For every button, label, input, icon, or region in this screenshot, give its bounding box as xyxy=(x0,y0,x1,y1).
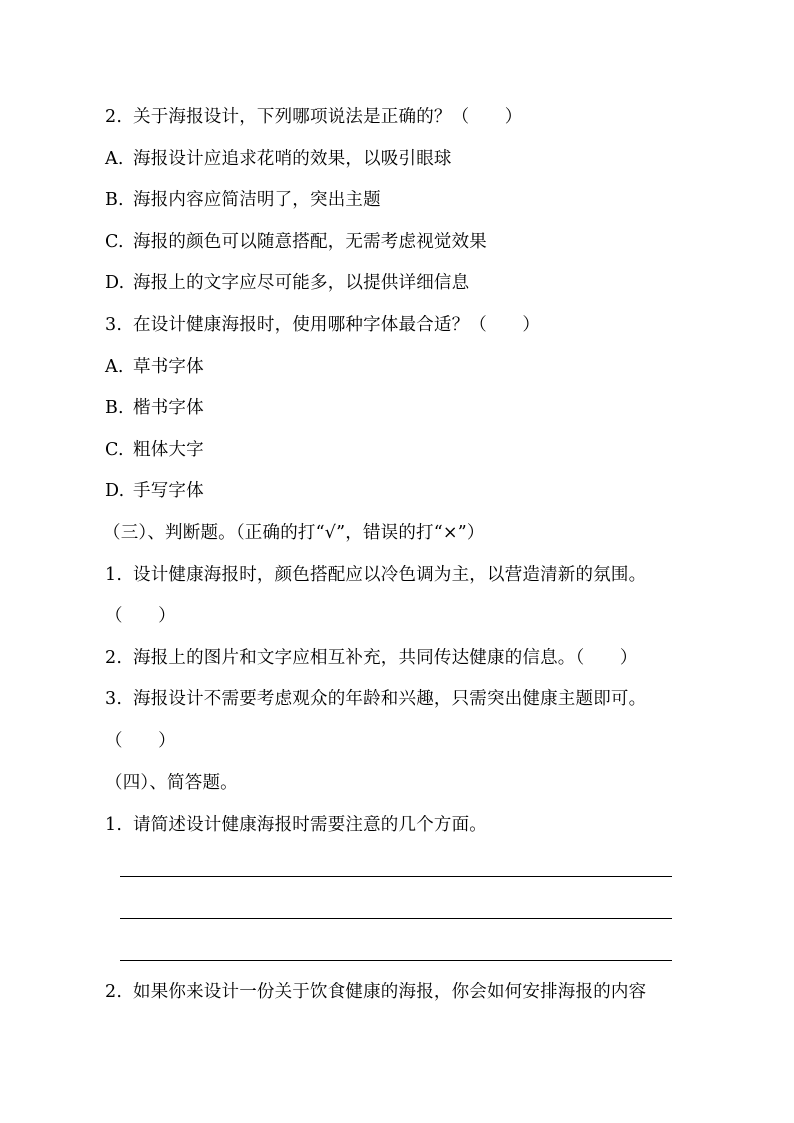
option-text: 楷书字体 xyxy=(133,398,204,418)
option-label: D. xyxy=(105,481,125,501)
option-label: B. xyxy=(105,190,124,210)
judgment-item-1-bracket: （ ） xyxy=(105,606,176,626)
option-label: A. xyxy=(105,357,124,377)
item-number: 1. xyxy=(105,815,123,835)
question-text: 在设计健康海报时，使用哪种字体最合适？（ ） xyxy=(133,315,541,335)
section-judgment-title: （三）、判断题。（正确的打“√”，错误的打“×”） xyxy=(103,523,485,543)
section-short-title: （四）、简答题。 xyxy=(105,773,238,793)
question-3-option-d xyxy=(105,479,684,503)
item-number: 1. xyxy=(105,565,123,585)
question-3-stem xyxy=(105,313,684,337)
question-2-option-c xyxy=(105,230,684,254)
option-text: 海报内容应简洁明了，突出主题 xyxy=(133,190,381,210)
option-label: B. xyxy=(105,398,124,418)
option-text: 手写字体 xyxy=(133,481,204,501)
item-text: 如果你来设计一份关于饮食健康的海报，你会如何安排海报的内容 xyxy=(133,982,647,1002)
question-number: 3. xyxy=(105,315,123,335)
option-label: C. xyxy=(105,440,124,460)
answer-line[interactable] xyxy=(120,918,672,919)
question-2-option-a xyxy=(105,147,684,171)
judgment-item-1 xyxy=(105,563,684,587)
option-label: C. xyxy=(105,232,124,252)
judgment-item-3 xyxy=(105,687,684,711)
item-number: 3. xyxy=(105,689,123,709)
option-text: 海报的颜色可以随意搭配，无需考虑视觉效果 xyxy=(133,232,487,252)
item-text: 海报上的图片和文字应相互补充，共同传达健康的信息。（ ） xyxy=(133,648,638,668)
option-text: 海报设计应追求花哨的效果，以吸引眼球 xyxy=(133,149,452,169)
item-text: 海报设计不需要考虑观众的年龄和兴趣，只需突出健康主题即可。 xyxy=(133,689,647,709)
question-number: 2. xyxy=(105,107,123,127)
item-number: 2. xyxy=(105,648,123,668)
answer-line[interactable] xyxy=(120,876,672,877)
question-3-option-c xyxy=(105,438,684,462)
item-number: 2. xyxy=(105,982,123,1002)
item-text: 请简述设计健康海报时需要注意的几个方面。 xyxy=(133,815,487,835)
item-text: 设计健康海报时，颜色搭配应以冷色调为主，以营造清新的氛围。 xyxy=(133,565,647,585)
option-text: 粗体大字 xyxy=(133,440,204,460)
question-2-option-b xyxy=(105,188,684,212)
option-label: A. xyxy=(105,149,124,169)
judgment-item-3-bracket: （ ） xyxy=(105,731,176,751)
question-3-option-b xyxy=(105,396,684,420)
judgment-item-2 xyxy=(105,646,684,670)
question-2-option-d xyxy=(105,271,684,295)
short-item-2 xyxy=(105,980,684,1004)
question-2-stem xyxy=(105,105,684,129)
question-3-option-a xyxy=(105,355,684,379)
short-item-1 xyxy=(105,813,684,837)
answer-line[interactable] xyxy=(120,960,672,961)
question-text: 关于海报设计，下列哪项说法是正确的？（ ） xyxy=(133,107,523,127)
option-text: 海报上的文字应尽可能多，以提供详细信息 xyxy=(133,273,470,293)
option-label: D. xyxy=(105,273,125,293)
option-text: 草书字体 xyxy=(133,357,204,377)
